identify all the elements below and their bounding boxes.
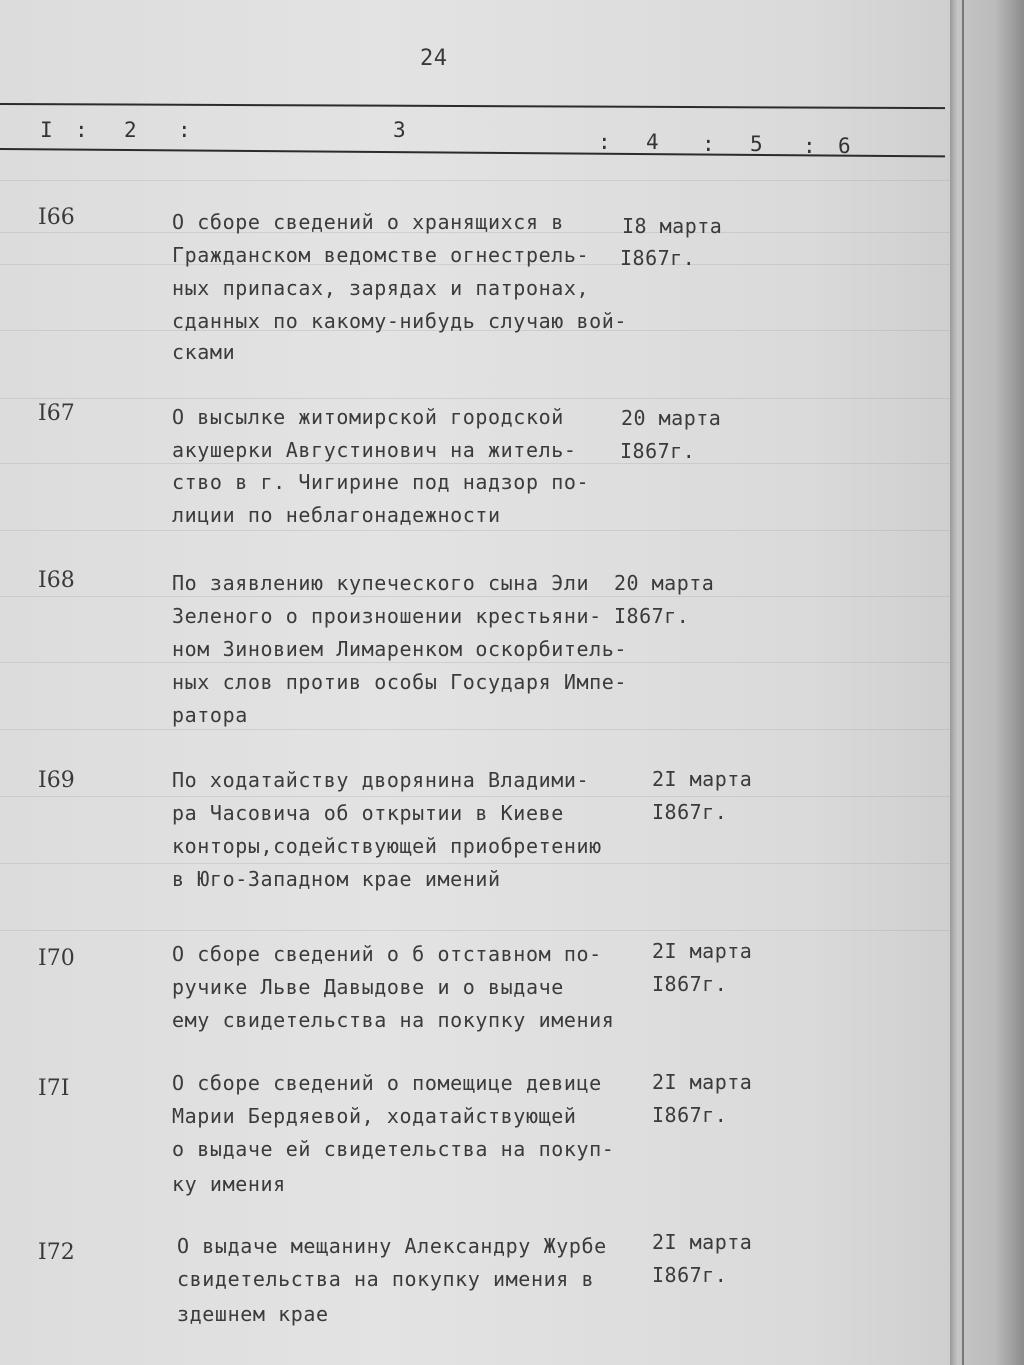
entry-line: ство в г. Чигирине под надзор по- bbox=[172, 470, 590, 494]
entry-date-year: I867г. bbox=[652, 1103, 728, 1127]
entry-line: ных слов против особы Государя Импе- bbox=[172, 670, 628, 694]
entry-date-year: I867г. bbox=[652, 800, 728, 824]
entry-line: ратора bbox=[172, 703, 248, 727]
entry-line: Гражданском ведомстве огнестрель- bbox=[172, 243, 590, 267]
column-header-3: 3 bbox=[393, 118, 406, 142]
entry-line: здешнем крае bbox=[177, 1302, 329, 1326]
entry-date-day: 2I марта bbox=[652, 1230, 753, 1254]
column-header-6: 6 bbox=[838, 134, 851, 158]
entry-number: I69 bbox=[38, 768, 75, 793]
entry-line: ра Часовича об открытии в Киеве bbox=[172, 801, 564, 825]
entry-line: О сборе сведений о б отставном по- bbox=[172, 942, 602, 966]
entry-line: конторы,содействующей приобретению bbox=[172, 834, 602, 858]
page-number: 24 bbox=[420, 46, 448, 71]
column-header-5: 5 bbox=[750, 132, 763, 156]
entry-line: акушерки Августинович на житель- bbox=[172, 438, 577, 462]
entry-number: I67 bbox=[38, 401, 75, 426]
entry-line: о выдаче ей свидетельства на покуп- bbox=[172, 1137, 615, 1161]
column-separator: : bbox=[75, 118, 88, 142]
entry-line: ном Зиновием Лимаренком оскорбитель- bbox=[172, 637, 628, 661]
entry-number: I66 bbox=[38, 205, 75, 230]
entry-date-year: I867г. bbox=[652, 1263, 728, 1287]
column-separator: : bbox=[178, 118, 191, 142]
entry-line: Марии Бердяевой, ходатайствующей bbox=[172, 1104, 577, 1128]
entry-line: в Юго-Западном крае имений bbox=[172, 867, 501, 891]
entry-date-day: 2I марта bbox=[652, 939, 753, 963]
entry-line: ему свидетельства на покупку имения bbox=[172, 1008, 615, 1032]
column-separator: : bbox=[702, 132, 715, 156]
entry-date-day: 20 марта bbox=[614, 571, 715, 595]
entry-number: I7I bbox=[38, 1076, 70, 1101]
entry-line: ручике Льве Давыдове и о выдаче bbox=[172, 975, 564, 999]
entry-number: I70 bbox=[38, 946, 75, 971]
entry-line: Зеленого о произношении крестьяни- bbox=[172, 604, 602, 628]
entry-date-year: I867г. bbox=[652, 972, 728, 996]
column-separator: : bbox=[803, 134, 816, 158]
entry-line: О сборе сведений о помещице девице bbox=[172, 1071, 602, 1095]
entry-date-year: I867г. bbox=[620, 246, 696, 270]
entry-line: ку имения bbox=[172, 1172, 286, 1196]
binding-edge-line bbox=[962, 0, 964, 1365]
header-top-rule bbox=[0, 103, 945, 109]
entry-line: лиции по неблагонадежности bbox=[172, 503, 501, 527]
entry-date-year: I867г. bbox=[614, 604, 690, 628]
entry-line: О сборе сведений о хранящихся в bbox=[172, 210, 564, 234]
entry-date-day: I8 марта bbox=[622, 214, 723, 238]
entry-line: ных припасах, зарядах и патронах, bbox=[172, 276, 590, 300]
column-header-4: 4 bbox=[646, 130, 659, 154]
entry-line: О высылке житомирской городской bbox=[172, 405, 564, 429]
entry-date-year: I867г. bbox=[620, 439, 696, 463]
entry-line: По заявлению купеческого сына Эли bbox=[172, 571, 590, 595]
column-header-1: I bbox=[40, 118, 53, 142]
entry-line: По ходатайству дворянина Владими- bbox=[172, 768, 590, 792]
column-header-2: 2 bbox=[124, 118, 137, 142]
column-separator: : bbox=[598, 130, 611, 154]
entry-number: I72 bbox=[38, 1240, 75, 1265]
entry-line: свидетельства на покупку имения в bbox=[177, 1267, 595, 1291]
entry-line: О выдаче мещанину Александру Журбе bbox=[177, 1234, 607, 1258]
entry-date-day: 2I марта bbox=[652, 1070, 753, 1094]
entry-line: сками bbox=[172, 340, 236, 364]
entry-date-day: 2I марта bbox=[652, 767, 753, 791]
entry-date-day: 20 марта bbox=[621, 406, 722, 430]
entry-number: I68 bbox=[38, 568, 75, 593]
entry-line: сданных по какому-нибудь случаю вой- bbox=[172, 309, 628, 333]
